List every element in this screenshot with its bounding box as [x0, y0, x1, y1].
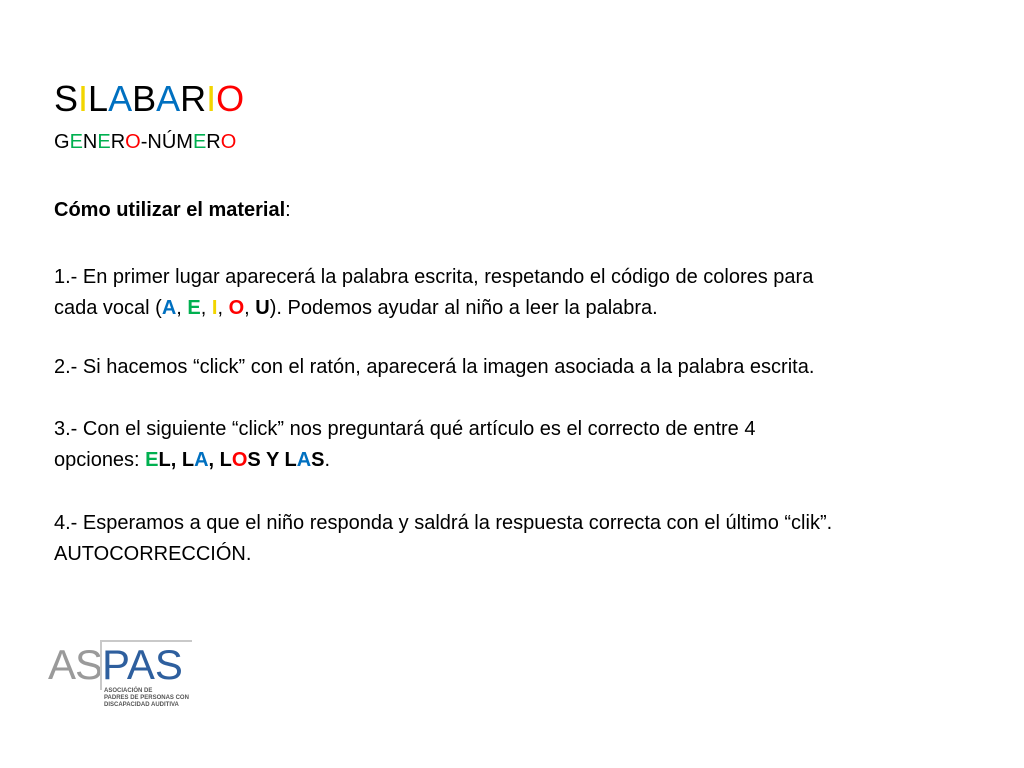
- step-1: [54, 262, 984, 324]
- subtitle-letter: -NÚM: [140, 131, 193, 153]
- step-1-line-1: 1.- En primer lugar aparecerá la palabra escrita, respetando el código de colores para: [54, 266, 814, 288]
- vowel: E: [187, 297, 201, 319]
- aspas-logo: [48, 640, 198, 720]
- logo-tagline-line: PADRES DE PERSONAS CON: [104, 695, 189, 701]
- step-3-line-1: 3.- Con el siguiente “click” nos preguntará qué artículo es el correcto de entre 4: [54, 418, 756, 440]
- vowel-separator: ,: [217, 297, 229, 319]
- vowel: A: [161, 297, 177, 319]
- article-letter: L, L: [158, 449, 195, 471]
- subtitle-letter: G: [54, 131, 70, 153]
- step-2-text: 2.- Si hacemos “click” con el ratón, aparecerá la imagen asociada a la palabra escrita.: [54, 356, 815, 378]
- logo-tagline: [104, 688, 189, 709]
- vowel-separator: ,: [244, 297, 256, 319]
- step-2: [54, 352, 984, 383]
- vowel: I: [211, 297, 218, 319]
- article-letter: S: [311, 449, 325, 471]
- step-3-line-2-suffix: .: [324, 449, 331, 471]
- step-4-line-1: 4.- Esperamos a que el niño responda y saldrá la respuesta correcta con el último “clik”.: [54, 512, 833, 534]
- logo-text-blue: PAS: [102, 641, 183, 688]
- step-1-line-2-suffix: ). Podemos ayudar al niño a leer la palabra.: [269, 297, 658, 319]
- slide-subtitle: [54, 129, 236, 155]
- step-4: [54, 508, 984, 570]
- article-options: [145, 449, 324, 471]
- vowel-separator: ,: [200, 297, 212, 319]
- article-letter: S Y L: [247, 449, 297, 471]
- subtitle-letter: R: [206, 131, 221, 153]
- title-letter: O: [216, 78, 245, 119]
- slide-title: [54, 78, 244, 120]
- step-4-line-2: AUTOCORRECCIÓN.: [54, 543, 252, 565]
- subtitle-letter: O: [125, 131, 141, 153]
- vowel-list: [162, 297, 270, 319]
- article-letter: E: [145, 449, 159, 471]
- instructions-heading: [54, 195, 984, 226]
- article-letter: , L: [208, 449, 232, 471]
- subtitle-letter: E: [69, 131, 83, 153]
- subtitle-letter: O: [220, 131, 237, 153]
- title-letter: B: [132, 78, 157, 119]
- step-1-line-2-prefix: cada vocal (: [54, 297, 162, 319]
- title-letter: I: [206, 78, 217, 119]
- article-letter: O: [231, 449, 248, 471]
- vowel: U: [255, 297, 270, 319]
- title-letter: A: [156, 78, 181, 119]
- title-letter: R: [180, 78, 207, 119]
- title-letter: L: [88, 78, 109, 119]
- step-3: [54, 414, 984, 476]
- title-letter: S: [54, 78, 79, 119]
- subtitle-letter: R: [110, 131, 126, 153]
- vowel: O: [228, 297, 245, 319]
- logo-tagline-line: ASOCIACIÓN DE: [104, 688, 153, 694]
- logo-text-gray: AS: [48, 641, 103, 688]
- logo-tagline-line: DISCAPACIDAD AUDITIVA: [104, 702, 179, 708]
- subtitle-letter: E: [192, 131, 207, 153]
- vowel-separator: ,: [176, 297, 188, 319]
- instructions-heading-label: Cómo utilizar el material: [54, 199, 286, 221]
- subtitle-letter: E: [97, 131, 111, 153]
- subtitle-letter: N: [82, 131, 98, 153]
- title-letter: A: [108, 78, 133, 119]
- step-3-line-2-prefix: opciones:: [54, 449, 146, 471]
- instructions-heading-colon: :: [285, 199, 291, 221]
- article-letter: A: [296, 449, 312, 471]
- article-letter: A: [194, 449, 209, 471]
- title-letter: I: [78, 78, 89, 119]
